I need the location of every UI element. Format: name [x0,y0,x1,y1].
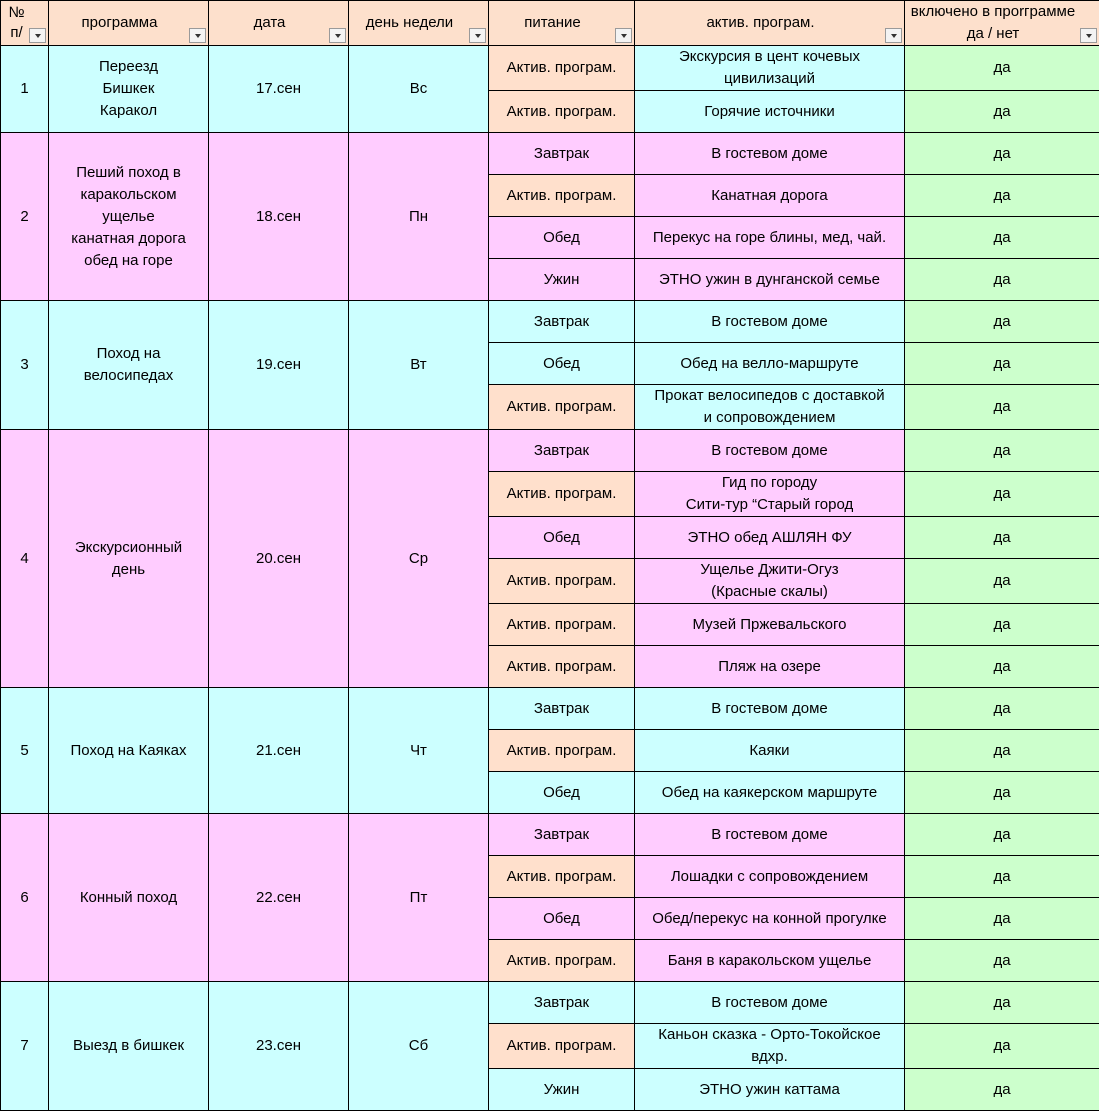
cell-meal[interactable]: Актив. програм. [489,559,635,604]
cell-activity[interactable]: В гостевом доме [635,133,905,175]
table-row [1,46,1099,91]
chevron-down-icon [195,34,201,38]
chevron-down-icon [1086,34,1092,38]
cell-activity[interactable]: Баня в каракольском ущелье [635,940,905,982]
cell-included[interactable]: да [905,91,1099,133]
cell-meal[interactable]: Завтрак [489,301,635,343]
cell-included[interactable]: да [905,982,1099,1024]
cell-included[interactable]: да [905,646,1099,688]
cell-weekday[interactable]: Вс [349,46,489,133]
table-row [1,688,1099,730]
filter-dropdown-meal[interactable] [615,28,632,43]
cell-included[interactable]: да [905,940,1099,982]
cell-meal[interactable]: Завтрак [489,430,635,472]
cell-included[interactable]: да [905,133,1099,175]
cell-program[interactable]: Поход на Каяках [49,688,209,814]
cell-meal[interactable]: Актив. програм. [489,1024,635,1069]
cell-meal[interactable]: Ужин [489,1069,635,1111]
cell-meal[interactable]: Актив. програм. [489,940,635,982]
cell-program[interactable]: Поход на велосипедах [49,301,209,430]
header-row [1,1,1099,46]
cell-program[interactable]: Экскурсионный день [49,430,209,688]
filter-dropdown-included[interactable] [1080,28,1097,43]
cell-no[interactable]: 3 [1,301,49,430]
cell-meal[interactable]: Завтрак [489,688,635,730]
cell-included[interactable]: да [905,814,1099,856]
cell-no[interactable]: 5 [1,688,49,814]
header-program [49,1,209,46]
cell-included[interactable]: да [905,175,1099,217]
cell-program[interactable]: Конный поход [49,814,209,982]
header-program-label: программа [51,12,206,34]
header-date [209,1,349,46]
filter-dropdown-activity[interactable] [885,28,902,43]
cell-meal[interactable]: Актив. програм. [489,856,635,898]
cell-meal[interactable]: Актив. програм. [489,730,635,772]
cell-activity[interactable]: В гостевом доме [635,301,905,343]
cell-included[interactable]: да [905,688,1099,730]
cell-meal[interactable]: Актив. програм. [489,175,635,217]
cell-activity[interactable]: В гостевом доме [635,982,905,1024]
cell-no[interactable]: 1 [1,46,49,133]
cell-included[interactable]: да [905,772,1099,814]
cell-date[interactable]: 19.сен [209,301,349,430]
cell-included[interactable]: да [905,730,1099,772]
cell-meal[interactable]: Завтрак [489,814,635,856]
cell-meal[interactable]: Актив. програм. [489,646,635,688]
cell-included[interactable]: да [905,856,1099,898]
cell-included[interactable]: да [905,385,1099,430]
cell-included[interactable]: да [905,1069,1099,1111]
cell-activity[interactable]: Экскурсия в цент кочевых цивилизаций [635,46,905,91]
cell-meal[interactable]: Обед [489,217,635,259]
cell-date[interactable]: 18.сен [209,133,349,301]
chevron-down-icon [335,34,341,38]
cell-meal[interactable]: Актив. програм. [489,604,635,646]
cell-no[interactable]: 4 [1,430,49,688]
cell-activity[interactable]: ЭТНО ужин каттама [635,1069,905,1111]
chevron-down-icon [35,34,41,38]
cell-activity[interactable]: Каньон сказка - Орто-Токойское вдхр. [635,1024,905,1069]
cell-date[interactable]: 21.сен [209,688,349,814]
cell-included[interactable]: да [905,517,1099,559]
cell-weekday[interactable]: Пт [349,814,489,982]
header-weekday-label: день недели [351,12,486,34]
filter-dropdown-weekday[interactable] [469,28,486,43]
cell-included[interactable]: да [905,1024,1099,1069]
cell-activity[interactable]: Пляж на озере [635,646,905,688]
cell-date[interactable]: 20.сен [209,430,349,688]
cell-activity[interactable]: Ущелье Джити-Огуз (Красные скалы) [635,559,905,604]
cell-activity[interactable]: Лошадки с сопровождением [635,856,905,898]
header-meal [489,1,635,46]
cell-included[interactable]: да [905,217,1099,259]
cell-included[interactable]: да [905,898,1099,940]
header-activity-label: актив. програм. [637,12,902,34]
table-row [1,814,1099,856]
cell-meal[interactable]: Обед [489,898,635,940]
cell-activity[interactable]: Перекус на горе блины, мед, чай. [635,217,905,259]
cell-date[interactable]: 17.сен [209,46,349,133]
table-row [1,301,1099,343]
header-date-label: дата [211,12,346,34]
cell-activity[interactable]: В гостевом доме [635,688,905,730]
cell-meal[interactable]: Актив. програм. [489,385,635,430]
table-row [1,982,1099,1024]
cell-no[interactable]: 7 [1,982,49,1111]
filter-dropdown-no[interactable] [29,28,46,43]
cell-activity[interactable]: Обед на велло-маршруте [635,343,905,385]
cell-included[interactable]: да [905,559,1099,604]
header-activity [635,1,905,46]
table-row [1,430,1099,472]
cell-meal[interactable]: Актив. програм. [489,472,635,517]
cell-meal[interactable]: Актив. програм. [489,91,635,133]
cell-included[interactable]: да [905,472,1099,517]
cell-program[interactable]: Выезд в бишкек [49,982,209,1111]
cell-weekday[interactable]: Ср [349,430,489,688]
cell-activity[interactable]: ЭТНО ужин в дунганской семье [635,259,905,301]
cell-program[interactable]: Переезд Бишкек Каракол [49,46,209,133]
header-no-label: № п/ [3,3,46,43]
cell-activity[interactable]: ЭТНО обед АШЛЯН ФУ [635,517,905,559]
cell-meal[interactable]: Актив. програм. [489,46,635,91]
cell-meal[interactable]: Обед [489,343,635,385]
cell-meal[interactable]: Завтрак [489,982,635,1024]
header-included-label: включено в проrграмме да / нет [907,1,1097,45]
cell-included[interactable]: да [905,604,1099,646]
cell-program[interactable]: Пеший поход в каракольском ущелье канатная дорога обед на горе [49,133,209,301]
cell-weekday[interactable]: Сб [349,982,489,1111]
cell-activity[interactable]: В гостевом доме [635,430,905,472]
cell-activity[interactable]: Горячие источники [635,91,905,133]
chevron-down-icon [475,34,481,38]
filter-dropdown-date[interactable] [329,28,346,43]
cell-activity[interactable]: Канатная дорога [635,175,905,217]
cell-included[interactable]: да [905,430,1099,472]
cell-activity[interactable]: Гид по городу Сити-тур “Старый город [635,472,905,517]
cell-included[interactable]: да [905,46,1099,91]
header-weekday [349,1,489,46]
cell-meal[interactable]: Ужин [489,259,635,301]
cell-activity[interactable]: Обед на каякерском маршруте [635,772,905,814]
header-no [1,1,49,46]
cell-activity[interactable]: В гостевом доме [635,814,905,856]
cell-no[interactable]: 2 [1,133,49,301]
cell-activity[interactable]: Каяки [635,730,905,772]
cell-activity[interactable]: Музей Пржевальского [635,604,905,646]
table-body [1,46,1099,1111]
filter-dropdown-program[interactable] [189,28,206,43]
cell-date[interactable]: 23.сен [209,982,349,1111]
cell-date[interactable]: 22.сен [209,814,349,982]
cell-meal[interactable]: Обед [489,772,635,814]
cell-no[interactable]: 6 [1,814,49,982]
cell-meal[interactable]: Завтрак [489,133,635,175]
cell-included[interactable]: да [905,343,1099,385]
cell-meal[interactable]: Обед [489,517,635,559]
cell-weekday[interactable]: Пн [349,133,489,301]
header-included [905,1,1099,46]
cell-activity[interactable]: Обед/перекус на конной прогулке [635,898,905,940]
cell-included[interactable]: да [905,301,1099,343]
cell-weekday[interactable]: Чт [349,688,489,814]
cell-activity[interactable]: Прокат велосипедов с доставкой и сопровождением [635,385,905,430]
cell-included[interactable]: да [905,259,1099,301]
chevron-down-icon [621,34,627,38]
header-meal-label: питание [491,12,632,34]
table-row [1,133,1099,175]
chevron-down-icon [891,34,897,38]
cell-weekday[interactable]: Вт [349,301,489,430]
